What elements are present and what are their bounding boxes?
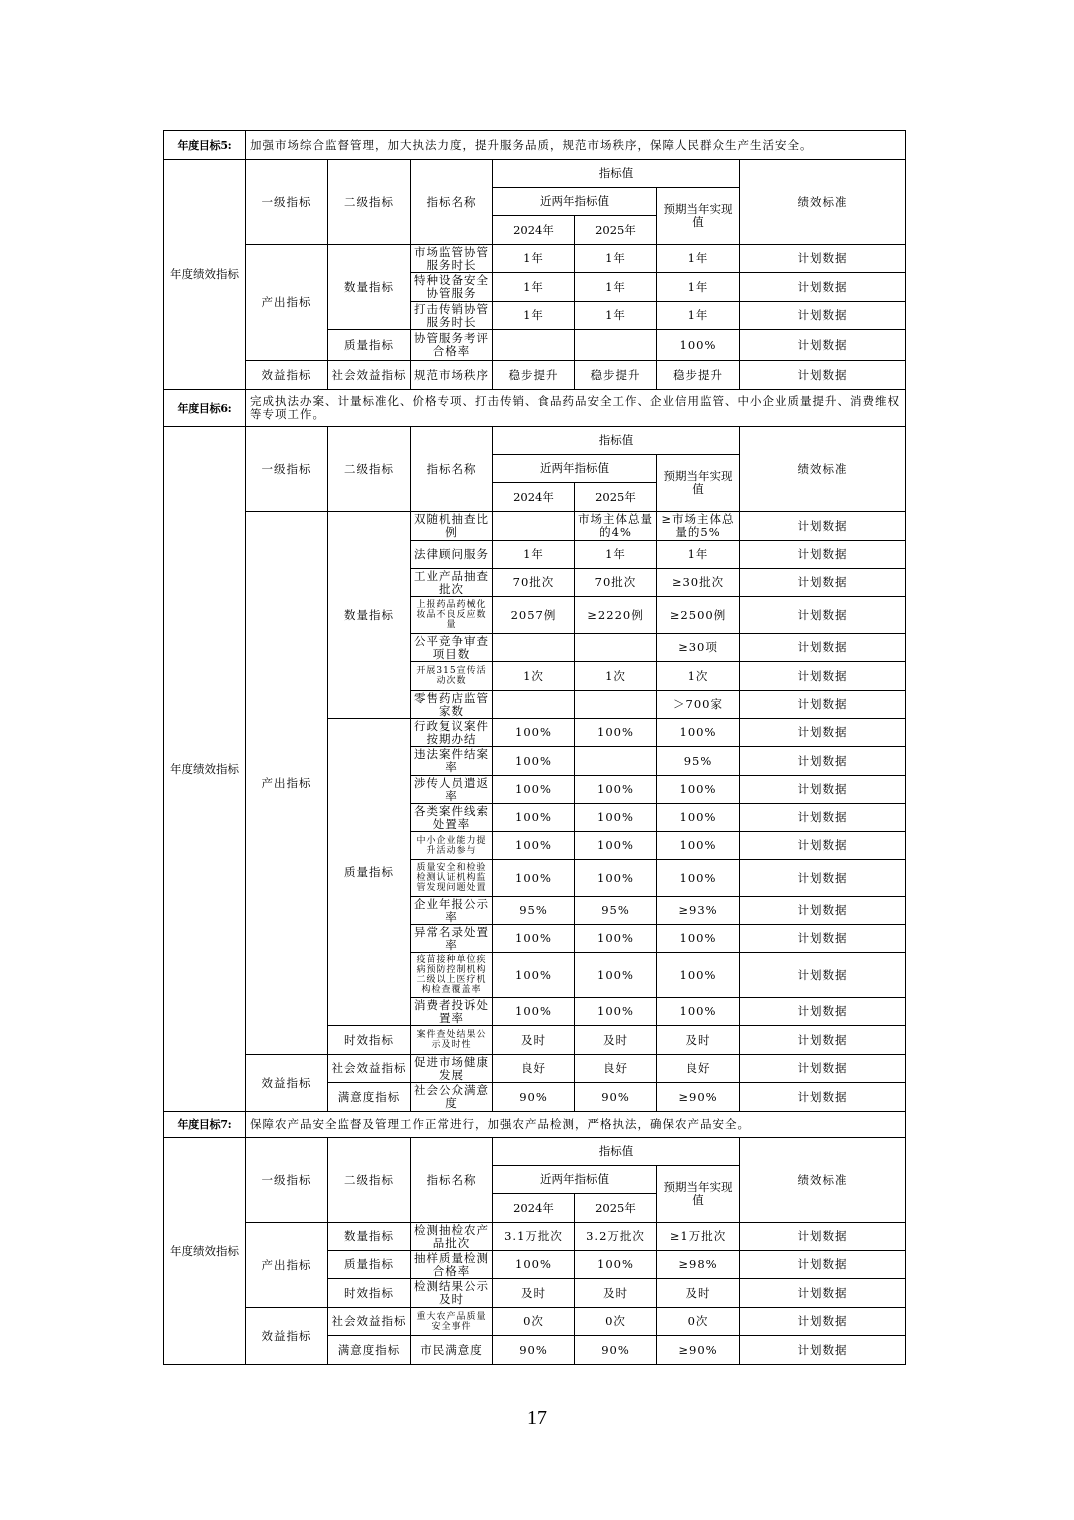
- indicator-name: 社会公众满意度: [411, 1083, 493, 1112]
- value-2025: 100%: [575, 953, 657, 998]
- goal-text: 保障农产品安全监督及管理工作正常进行，加强农产品检测，严格执法，确保农产品安全。: [246, 1112, 906, 1138]
- goal-row: [164, 1112, 906, 1138]
- performance-standard: 计划数据: [740, 897, 906, 925]
- value-2025: 100%: [575, 804, 657, 832]
- value-2025: 1次: [575, 662, 657, 691]
- header-level2: 二级指标: [328, 160, 411, 245]
- level1-indicator: 产出指标: [246, 245, 328, 361]
- value-2024: 70批次: [493, 569, 575, 597]
- level1-indicator: 效益指标: [246, 1308, 328, 1365]
- indicator-name: 质量安全和检验检测认证机构监管发现问题处置: [411, 860, 493, 897]
- header-recent-two-years: 近两年指标值: [493, 188, 657, 216]
- indicator-name: 企业年报公示率: [411, 897, 493, 925]
- value-2024: 100%: [493, 747, 575, 776]
- indicator-name: 市场监管协管服务时长: [411, 245, 493, 273]
- performance-standard: 计划数据: [740, 361, 906, 390]
- expected-value: ≥93%: [657, 897, 740, 925]
- indicator-name: 市民满意度: [411, 1336, 493, 1365]
- header-2025: 2025年: [575, 1194, 657, 1223]
- value-2024: 稳步提升: [493, 361, 575, 390]
- value-2024: [493, 512, 575, 541]
- level2-indicator: 时效指标: [328, 1026, 411, 1055]
- expected-value: 1年: [657, 273, 740, 302]
- table-row: [164, 1308, 906, 1336]
- value-2025: 100%: [575, 719, 657, 747]
- value-2024: 90%: [493, 1083, 575, 1112]
- indicator-name: 消费者投诉处置率: [411, 998, 493, 1026]
- header-level1: 一级指标: [246, 427, 328, 512]
- header-level1: 一级指标: [246, 1138, 328, 1223]
- performance-standard: 计划数据: [740, 832, 906, 860]
- header-standard: 绩效标准: [740, 160, 906, 245]
- header-indicator-name: 指标名称: [411, 1138, 493, 1223]
- header-level2: 二级指标: [328, 427, 411, 512]
- expected-value: 及时: [657, 1026, 740, 1055]
- performance-standard: 计划数据: [740, 662, 906, 691]
- value-2025: 稳步提升: [575, 361, 657, 390]
- performance-standard: 计划数据: [740, 747, 906, 776]
- performance-standard: 计划数据: [740, 925, 906, 953]
- header-level2: 二级指标: [328, 1138, 411, 1223]
- header-expected: 预期当年实现值: [657, 188, 740, 245]
- expected-value: ≥90%: [657, 1083, 740, 1112]
- header-level1: 一级指标: [246, 160, 328, 245]
- value-2025: 市场主体总量的4%: [575, 512, 657, 541]
- header-recent-two-years: 近两年指标值: [493, 1166, 657, 1194]
- performance-standard: 计划数据: [740, 302, 906, 330]
- expected-value: 100%: [657, 953, 740, 998]
- table-row: [164, 512, 906, 541]
- expected-value: 100%: [657, 925, 740, 953]
- expected-value: 95%: [657, 747, 740, 776]
- performance-standard: 计划数据: [740, 953, 906, 998]
- value-2024: 100%: [493, 998, 575, 1026]
- value-2024: 2057例: [493, 597, 575, 634]
- value-2024: 1年: [493, 273, 575, 302]
- value-2024: 100%: [493, 776, 575, 804]
- indicator-name: 涉传人员遣返率: [411, 776, 493, 804]
- indicator-name: 中小企业能力提升活动参与: [411, 832, 493, 860]
- expected-value: ≥30批次: [657, 569, 740, 597]
- performance-standard: 计划数据: [740, 273, 906, 302]
- header-row: [164, 427, 906, 455]
- indicator-name: 检测抽检农产品批次: [411, 1223, 493, 1251]
- value-2024: 0次: [493, 1308, 575, 1336]
- header-row: [164, 1138, 906, 1166]
- value-2024: 1年: [493, 245, 575, 273]
- expected-value: ≥90%: [657, 1336, 740, 1365]
- value-2024: 100%: [493, 1251, 575, 1279]
- performance-standard: 计划数据: [740, 804, 906, 832]
- indicator-name: 协管服务考评合格率: [411, 330, 493, 361]
- performance-standard: 计划数据: [740, 330, 906, 361]
- header-2024: 2024年: [493, 1194, 575, 1223]
- indicator-name: 异常名录处置率: [411, 925, 493, 953]
- value-2025: 1年: [575, 273, 657, 302]
- level1-indicator: 效益指标: [246, 361, 328, 390]
- page-number: 17: [527, 1407, 547, 1429]
- value-2025: 0次: [575, 1308, 657, 1336]
- performance-standard: 计划数据: [740, 1026, 906, 1055]
- value-2024: 及时: [493, 1279, 575, 1308]
- header-indicator-value: 指标值: [493, 160, 740, 188]
- header-expected: 预期当年实现值: [657, 455, 740, 512]
- goal-row: [164, 390, 906, 427]
- performance-standard: 计划数据: [740, 1336, 906, 1365]
- value-2025: 3.2万批次: [575, 1223, 657, 1251]
- performance-standard: 计划数据: [740, 634, 906, 662]
- level2-indicator: 社会效益指标: [328, 1055, 411, 1083]
- value-2025: 良好: [575, 1055, 657, 1083]
- table-row: [164, 245, 906, 273]
- expected-value: ＞700家: [657, 691, 740, 719]
- expected-value: 1次: [657, 662, 740, 691]
- performance-standard: 计划数据: [740, 1083, 906, 1112]
- expected-value: 1年: [657, 541, 740, 569]
- expected-value: 及时: [657, 1279, 740, 1308]
- value-2025: 及时: [575, 1279, 657, 1308]
- value-2025: 100%: [575, 832, 657, 860]
- value-2024: [493, 330, 575, 361]
- indicator-name: 开展315宣传活动次数: [411, 662, 493, 691]
- header-indicator-name: 指标名称: [411, 427, 493, 512]
- level2-indicator: 质量指标: [328, 330, 411, 361]
- indicator-name: 零售药店监管家数: [411, 691, 493, 719]
- value-2025: 90%: [575, 1336, 657, 1365]
- performance-standard: 计划数据: [740, 776, 906, 804]
- indicator-name: 行政复议案件按期办结: [411, 719, 493, 747]
- indicator-name: 各类案件线索处置率: [411, 804, 493, 832]
- value-2025: 100%: [575, 925, 657, 953]
- expected-value: 良好: [657, 1055, 740, 1083]
- performance-standard: 计划数据: [740, 245, 906, 273]
- expected-value: ≥2500例: [657, 597, 740, 634]
- header-standard: 绩效标准: [740, 1138, 906, 1223]
- level1-indicator: 产出指标: [246, 1223, 328, 1308]
- expected-value: 0次: [657, 1308, 740, 1336]
- value-2025: 95%: [575, 897, 657, 925]
- level2-indicator: 质量指标: [328, 1251, 411, 1279]
- value-2024: 95%: [493, 897, 575, 925]
- value-2024: 100%: [493, 925, 575, 953]
- indicator-name: 重大农产品质量安全事件: [411, 1308, 493, 1336]
- expected-value: 1年: [657, 245, 740, 273]
- value-2025: 100%: [575, 998, 657, 1026]
- performance-standard: 计划数据: [740, 1223, 906, 1251]
- goal-text: 加强市场综合监督管理，加大执法力度，提升服务品质，规范市场秩序，保障人民群众生产生活安全。: [246, 131, 906, 160]
- indicator-name: 案件查处结果公示及时性: [411, 1026, 493, 1055]
- value-2024: 90%: [493, 1336, 575, 1365]
- performance-standard: 计划数据: [740, 1251, 906, 1279]
- level2-indicator: 社会效益指标: [328, 361, 411, 390]
- performance-standard: 计划数据: [740, 597, 906, 634]
- expected-value: ≥市场主体总量的5%: [657, 512, 740, 541]
- expected-value: 稳步提升: [657, 361, 740, 390]
- header-2024: 2024年: [493, 483, 575, 512]
- expected-value: ≥1万批次: [657, 1223, 740, 1251]
- perf-indicator-label: 年度绩效指标: [164, 160, 246, 390]
- expected-value: 100%: [657, 776, 740, 804]
- table-row: [164, 1055, 906, 1083]
- header-2025: 2025年: [575, 483, 657, 512]
- header-indicator-value: 指标值: [493, 427, 740, 455]
- indicator-name: 工业产品抽查批次: [411, 569, 493, 597]
- expected-value: ≥30项: [657, 634, 740, 662]
- value-2025: 90%: [575, 1083, 657, 1112]
- level2-indicator: 社会效益指标: [328, 1308, 411, 1336]
- header-2025: 2025年: [575, 216, 657, 245]
- indicator-name: 违法案件结案率: [411, 747, 493, 776]
- goal-row: [164, 131, 906, 160]
- indicator-name: 促进市场健康发展: [411, 1055, 493, 1083]
- indicator-name: 规范市场秩序: [411, 361, 493, 390]
- value-2025: [575, 634, 657, 662]
- performance-standard: 计划数据: [740, 1308, 906, 1336]
- expected-value: 100%: [657, 804, 740, 832]
- expected-value: 100%: [657, 719, 740, 747]
- indicator-name: 打击传销协管服务时长: [411, 302, 493, 330]
- level2-indicator: 数量指标: [328, 1223, 411, 1251]
- goal-label: 年度目标6:: [164, 390, 246, 427]
- performance-target-table: [163, 130, 906, 1365]
- goal-text: 完成执法办案、计量标准化、价格专项、打击传销、食品药品安全工作、企业信用监管、中小企业质量提升、消费维权等专项工作。: [246, 390, 906, 427]
- value-2025: 100%: [575, 860, 657, 897]
- performance-standard: 计划数据: [740, 1055, 906, 1083]
- performance-standard: 计划数据: [740, 1279, 906, 1308]
- table-row: [164, 1223, 906, 1251]
- value-2025: 70批次: [575, 569, 657, 597]
- indicator-name: 抽样质量检测合格率: [411, 1251, 493, 1279]
- value-2025: 及时: [575, 1026, 657, 1055]
- level2-indicator: 时效指标: [328, 1279, 411, 1308]
- perf-indicator-label: 年度绩效指标: [164, 427, 246, 1112]
- value-2024: 良好: [493, 1055, 575, 1083]
- expected-value: 100%: [657, 832, 740, 860]
- performance-standard: 计划数据: [740, 998, 906, 1026]
- performance-standard: 计划数据: [740, 719, 906, 747]
- goal-label: 年度目标7:: [164, 1112, 246, 1138]
- value-2024: 100%: [493, 804, 575, 832]
- value-2025: 1年: [575, 541, 657, 569]
- goal-label: 年度目标5:: [164, 131, 246, 160]
- value-2025: [575, 747, 657, 776]
- value-2024: 100%: [493, 860, 575, 897]
- value-2024: 1次: [493, 662, 575, 691]
- value-2024: 3.1万批次: [493, 1223, 575, 1251]
- header-standard: 绩效标准: [740, 427, 906, 512]
- performance-standard: 计划数据: [740, 512, 906, 541]
- value-2025: [575, 691, 657, 719]
- value-2025: [575, 330, 657, 361]
- value-2025: ≥2220例: [575, 597, 657, 634]
- header-2024: 2024年: [493, 216, 575, 245]
- value-2024: [493, 691, 575, 719]
- value-2024: 100%: [493, 832, 575, 860]
- indicator-name: 公平竞争审查项目数: [411, 634, 493, 662]
- level2-indicator: 质量指标: [328, 719, 411, 1026]
- indicator-name: 双随机抽查比例: [411, 512, 493, 541]
- performance-standard: 计划数据: [740, 569, 906, 597]
- value-2024: 100%: [493, 719, 575, 747]
- expected-value: ≥98%: [657, 1251, 740, 1279]
- performance-standard: 计划数据: [740, 541, 906, 569]
- header-expected: 预期当年实现值: [657, 1166, 740, 1223]
- value-2024: 1年: [493, 302, 575, 330]
- performance-standard: 计划数据: [740, 860, 906, 897]
- perf-indicator-label: 年度绩效指标: [164, 1138, 246, 1365]
- level2-indicator: 满意度指标: [328, 1336, 411, 1365]
- indicator-name: 检测结果公示及时: [411, 1279, 493, 1308]
- level1-indicator: 效益指标: [246, 1055, 328, 1112]
- level2-indicator: 数量指标: [328, 512, 411, 719]
- value-2024: 及时: [493, 1026, 575, 1055]
- header-indicator-value: 指标值: [493, 1138, 740, 1166]
- indicator-name: 法律顾问服务: [411, 541, 493, 569]
- indicator-name: 特种设备安全协管服务: [411, 273, 493, 302]
- expected-value: 100%: [657, 860, 740, 897]
- header-indicator-name: 指标名称: [411, 160, 493, 245]
- indicator-name: 上报药品药械化妆品不良反应数量: [411, 597, 493, 634]
- indicator-name: 疫苗接种单位疾病预防控制机构二级以上医疗机构检查覆盖率: [411, 953, 493, 998]
- level1-indicator: 产出指标: [246, 512, 328, 1055]
- header-row: [164, 160, 906, 188]
- level2-indicator: 满意度指标: [328, 1083, 411, 1112]
- value-2025: 100%: [575, 1251, 657, 1279]
- value-2024: 100%: [493, 953, 575, 998]
- level2-indicator: 数量指标: [328, 245, 411, 330]
- value-2025: 1年: [575, 245, 657, 273]
- expected-value: 100%: [657, 998, 740, 1026]
- header-recent-two-years: 近两年指标值: [493, 455, 657, 483]
- value-2025: 1年: [575, 302, 657, 330]
- table-row: [164, 361, 906, 390]
- value-2025: 100%: [575, 776, 657, 804]
- expected-value: 1年: [657, 302, 740, 330]
- performance-standard: 计划数据: [740, 691, 906, 719]
- expected-value: 100%: [657, 330, 740, 361]
- value-2024: [493, 634, 575, 662]
- value-2024: 1年: [493, 541, 575, 569]
